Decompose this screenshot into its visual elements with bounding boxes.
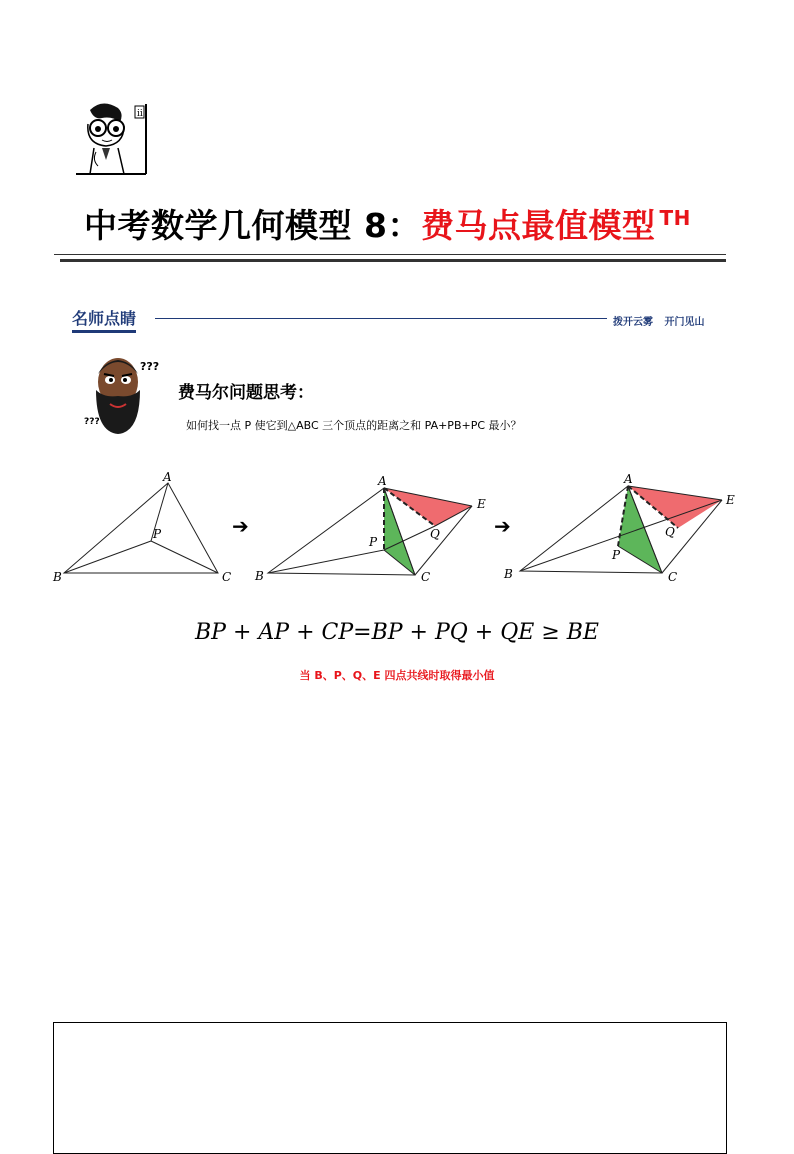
- arrow-icon: ➔: [232, 514, 249, 538]
- fig3-label-p: P: [612, 548, 621, 562]
- question-text: 如何找一点 P 使它到△ABC 三个顶点的距离之和 PA+PB+PC 最小？: [186, 419, 522, 432]
- title-rule-thick: [60, 259, 726, 262]
- svg-text:ii: ii: [137, 109, 143, 119]
- fig3-label-q: Q: [665, 525, 675, 539]
- fig2-label-p: P: [369, 535, 378, 549]
- fig2-label-q: Q: [430, 527, 440, 541]
- question-title: 费马尔问题思考：: [178, 383, 314, 403]
- title-red: 费马点最值模型: [420, 206, 656, 245]
- question-marks-top: ???: [140, 360, 160, 373]
- fig3-label-a: A: [624, 472, 633, 486]
- title-superscript: TH: [659, 206, 691, 230]
- content-box: [53, 1022, 727, 1154]
- question-marks-left: ???: [84, 417, 100, 427]
- fig2-label-b: B: [255, 569, 264, 583]
- fig2-label-a: A: [378, 474, 387, 488]
- fig1-label-p: P: [153, 527, 162, 541]
- fig3-label-b: B: [504, 567, 513, 581]
- figure-collinear-step: [500, 466, 750, 586]
- fig2-label-c: C: [421, 570, 431, 584]
- section-label: 名师点睛: [72, 306, 136, 333]
- fig1-label-b: B: [53, 570, 62, 584]
- collinear-note: 当 B、P、Q、E 四点共线时取得最小值: [299, 669, 495, 682]
- figure-triangle-with-p: [50, 468, 240, 588]
- title-rule-thin: [54, 254, 726, 255]
- fig1-label-c: C: [222, 570, 232, 584]
- title-black: 中考数学几何模型 8：: [84, 206, 421, 245]
- page-title: [84, 200, 691, 247]
- fig3-label-e: E: [726, 493, 735, 507]
- section-tagline: 拨开云雾 开门见山: [613, 317, 705, 328]
- section-divider: [155, 318, 607, 319]
- cartoon-detective-avatar: [72, 100, 150, 176]
- arrow-icon-2: ➔: [494, 514, 511, 538]
- figure-rotation-step: [250, 468, 500, 588]
- fig2-label-e: E: [477, 497, 486, 511]
- fig3-label-c: C: [668, 570, 678, 584]
- fig1-label-a: A: [163, 470, 172, 484]
- formula: BP + AP + CP=BP + PQ + QE ≥ BE: [195, 620, 599, 645]
